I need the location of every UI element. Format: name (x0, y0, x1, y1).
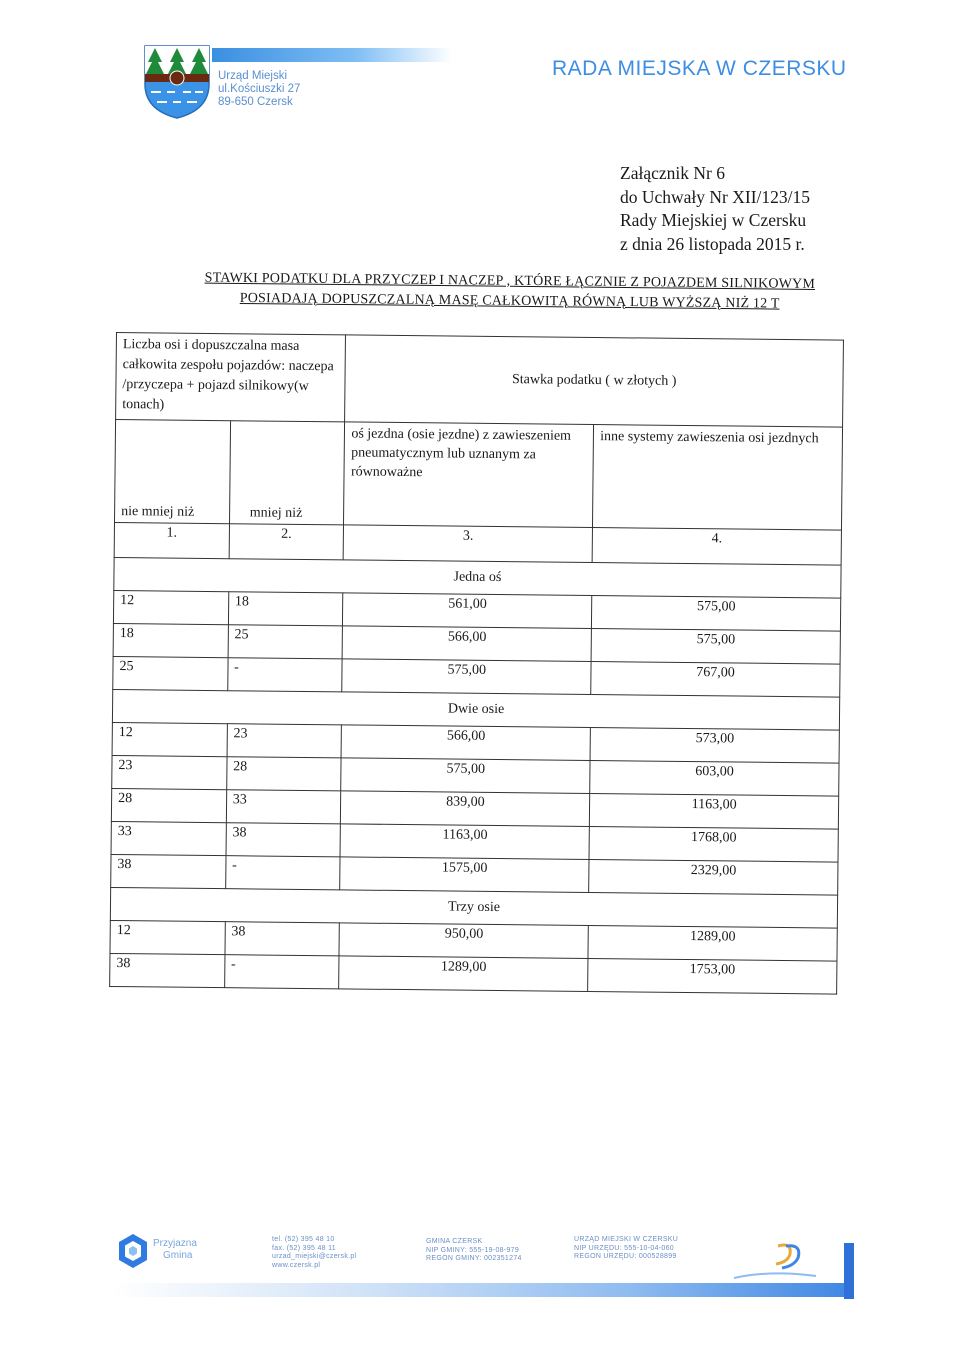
gmina-name: GMINA CZERSK (426, 1238, 483, 1245)
max-mass: 23 (227, 724, 342, 758)
max-mass: 18 (228, 592, 343, 626)
rate-pneumatic: 561,00 (343, 593, 592, 629)
max-mass: - (225, 856, 340, 890)
rate-other: 573,00 (590, 727, 839, 763)
rate-pneumatic: 1289,00 (339, 956, 588, 992)
rate-pneumatic: 575,00 (341, 758, 590, 794)
resolution-number: do Uchwały Nr XII/123/15 (620, 186, 811, 207)
max-mass: 25 (228, 625, 343, 659)
title-line-2: POSIADAJĄ DOPUSZCZALNĄ MASĘ CAŁKOWITĄ RÓWNĄ LUB WYŻSZĄ NIŻ 12 T (239, 290, 780, 312)
contact-email: urzad_miejski@czersk.pl (272, 1253, 357, 1260)
gmina-regon: REGON GMINY: 002351274 (426, 1255, 522, 1262)
rate-pneumatic: 1163,00 (340, 824, 589, 860)
resolution-date: z dnia 26 listopada 2015 r. (620, 233, 805, 254)
footer-vertical-bar (844, 1243, 854, 1299)
min-mass: 25 (113, 656, 228, 690)
max-mass: - (227, 658, 342, 692)
rate-other: 575,00 (592, 595, 841, 631)
gmina-logo-icon (117, 1233, 149, 1269)
footer-contact (272, 1236, 356, 1270)
header-min: nie mniej niż (115, 420, 231, 524)
min-mass: 38 (110, 953, 225, 987)
contact-website: www.czersk.pl (272, 1261, 321, 1269)
max-mass: 33 (226, 790, 341, 824)
section-one-axle: Jedna oś (114, 557, 841, 598)
max-mass: 38 (225, 922, 340, 956)
max-mass: - (224, 955, 339, 989)
min-mass: 28 (111, 788, 226, 822)
contact-phone: tel. (52) 395 48 10 (272, 1236, 335, 1243)
min-mass: 18 (113, 623, 228, 657)
min-mass: 12 (113, 590, 228, 624)
rate-other: 603,00 (590, 760, 839, 796)
header-axle-mass: Liczba osi i dopuszczalna masa całkowita zespołu pojazdów: naczepa /przyczepa + pojazd silnikowy(w tonach) (116, 333, 346, 422)
attachment-number: Załącznik Nr 6 (620, 163, 725, 183)
column-number: 3. (344, 525, 593, 563)
column-number: 2. (229, 524, 344, 560)
min-mass: 12 (112, 722, 227, 756)
min-mass: 12 (110, 920, 225, 954)
urzad-name: URZĄD MIEJSKI W CZERSKU (574, 1236, 679, 1243)
min-mass: 38 (111, 854, 226, 888)
min-mass: 23 (112, 755, 227, 789)
rate-pneumatic: 1575,00 (340, 857, 589, 893)
min-mass: 33 (111, 821, 226, 855)
slogan-line-1: Przyjazna (153, 1238, 197, 1249)
rate-pneumatic: 575,00 (342, 659, 591, 695)
header-other: inne systemy zawieszenia osi jezdnych (593, 425, 843, 531)
urzad-nip: NIP URZĘDU: 555-10-04-060 (574, 1244, 674, 1252)
attachment-block (620, 162, 810, 256)
footer-urzad (574, 1236, 678, 1262)
office-street: ul.Kościuszki 27 (218, 83, 301, 95)
rate-pneumatic: 839,00 (341, 791, 590, 827)
header-pneumatic: oś jezdna (osie jezdne) z zawieszeniem pneumatycznym lub uznanym za równoważne (344, 422, 594, 528)
rate-other: 575,00 (591, 628, 840, 664)
header-accent-bar (212, 48, 452, 62)
table-row (110, 953, 837, 994)
column-number: 4. (592, 528, 841, 566)
title-line-1: STAWKI PODATKU DLA PRZYCZEP I NACZEP , KTÓRE ŁĄCZNIE Z POJAZDEM SILNIKOWYM (204, 270, 816, 292)
contact-fax: fax. (52) 395 48 11 (272, 1244, 336, 1252)
rate-other: 1289,00 (588, 925, 837, 961)
max-mass: 28 (226, 757, 341, 791)
council-name: RADA MIEJSKA W CZERSKU (552, 57, 847, 80)
header-max: mniej niż (229, 421, 345, 525)
rate-other: 767,00 (591, 661, 840, 697)
gmina-nip: NIP GMINY: 555-19-08-979 (426, 1246, 520, 1254)
column-number: 1. (114, 522, 229, 558)
slogan-line-2: Gmina (163, 1250, 193, 1261)
office-name: Urząd Miejski (218, 70, 288, 82)
rate-pneumatic: 566,00 (341, 725, 590, 761)
rate-other: 1768,00 (589, 826, 838, 862)
section-three-axles: Trzy osie (110, 887, 837, 928)
office-city: 89-650 Czersk (218, 96, 293, 108)
rate-other: 2329,00 (589, 859, 838, 895)
coat-of-arms-icon (143, 44, 211, 120)
footer-gmina (426, 1238, 522, 1264)
czersk-swoosh-logo-icon (730, 1240, 820, 1286)
footer-slogan (153, 1238, 197, 1262)
resolution-issuer: Rady Miejskiej w Czersku (620, 210, 807, 230)
tax-rate-table (109, 332, 844, 995)
rate-pneumatic: 566,00 (343, 626, 592, 662)
rate-pneumatic: 950,00 (339, 923, 588, 959)
office-address (218, 70, 300, 109)
header-tax-rate: Stawka podatku ( w złotych ) (345, 335, 843, 427)
max-mass: 38 (226, 823, 341, 857)
rate-other: 1753,00 (588, 958, 837, 994)
section-two-axles: Dwie osie (112, 689, 839, 730)
urzad-regon: REGON URZĘDU: 000528899 (574, 1253, 677, 1260)
document-title (150, 268, 870, 316)
rate-other: 1163,00 (590, 793, 839, 829)
